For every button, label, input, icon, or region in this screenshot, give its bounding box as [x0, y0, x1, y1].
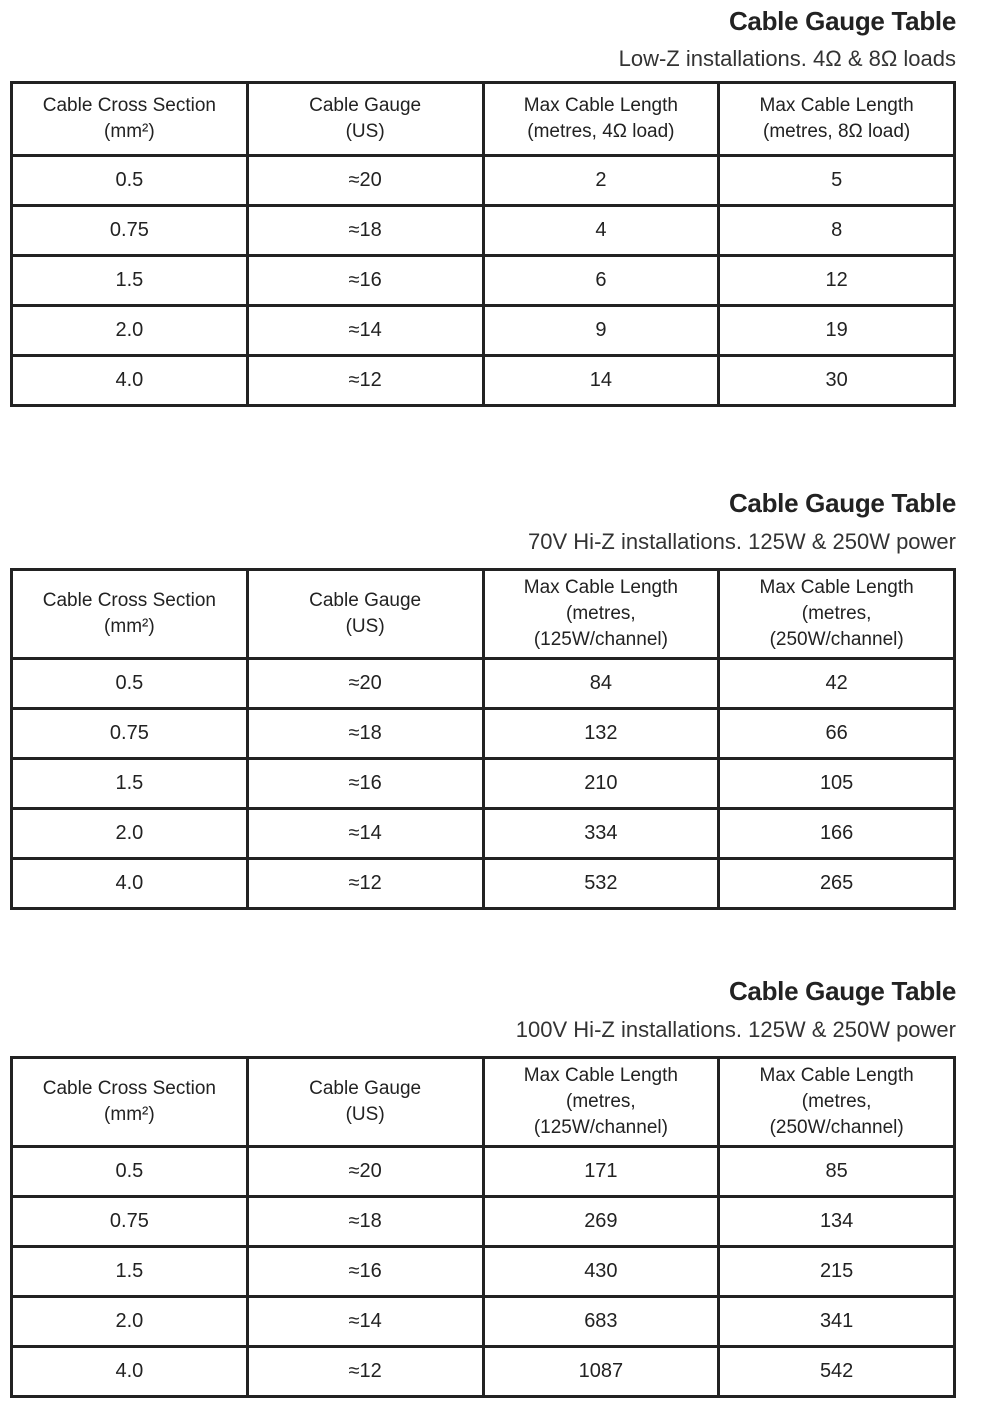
column-header — [12, 570, 248, 659]
table-cell: 9 — [483, 306, 719, 356]
section-subtitle: Low-Z installations. 4Ω & 8Ω loads — [618, 46, 956, 71]
table-cell: 2 — [483, 156, 719, 206]
table-cell: 4.0 — [12, 859, 248, 909]
table-cell: ≈18 — [247, 709, 483, 759]
table-cell: 4 — [483, 206, 719, 256]
column-header — [12, 83, 248, 156]
table-cell: ≈16 — [247, 1247, 483, 1297]
column-header-line: (US) — [345, 121, 385, 142]
table-cell: 2.0 — [12, 809, 248, 859]
table-row — [12, 1147, 955, 1197]
table-cell: ≈20 — [247, 1147, 483, 1197]
table-cell: 210 — [483, 759, 719, 809]
table-row — [12, 256, 955, 306]
column-header — [247, 570, 483, 659]
cable-gauge-table — [10, 568, 956, 910]
column-header — [483, 570, 719, 659]
table-cell: 269 — [483, 1197, 719, 1247]
table-cell: ≈20 — [247, 659, 483, 709]
table-cell: 14 — [483, 356, 719, 406]
table-row — [12, 156, 955, 206]
table-cell: ≈16 — [247, 759, 483, 809]
column-header-line: (metres, 4Ω load) — [527, 121, 675, 142]
table-cell: 12 — [719, 256, 955, 306]
table-cell: 1087 — [483, 1347, 719, 1397]
table-cell: 265 — [719, 859, 955, 909]
section-subtitle: 100V Hi-Z installations. 125W & 250W power — [515, 1017, 956, 1042]
table-cell: 4.0 — [12, 1347, 248, 1397]
table-cell: 166 — [719, 809, 955, 859]
table-cell: 1.5 — [12, 1247, 248, 1297]
column-header-line: (metres, — [801, 1091, 872, 1112]
table-cell: ≈20 — [247, 156, 483, 206]
table-cell: 341 — [719, 1297, 955, 1347]
table-row — [12, 859, 955, 909]
table-cell: 0.75 — [12, 206, 248, 256]
column-header-line: (US) — [345, 1104, 385, 1125]
table-row — [12, 1347, 955, 1397]
table-cell: ≈12 — [247, 859, 483, 909]
table-cell: ≈14 — [247, 306, 483, 356]
table-row — [12, 759, 955, 809]
column-header-line: Max Cable Length — [523, 95, 678, 116]
column-header — [719, 570, 955, 659]
table-cell: ≈12 — [247, 356, 483, 406]
column-header-line: (metres, — [801, 603, 872, 624]
table-cell: ≈12 — [247, 1347, 483, 1397]
table-row — [12, 1297, 955, 1347]
table-row — [12, 306, 955, 356]
column-header-line: (250W/channel) — [769, 1117, 904, 1138]
column-header-line: Cable Gauge — [309, 95, 422, 116]
column-header-line: Max Cable Length — [523, 577, 678, 598]
header-row — [12, 1058, 955, 1147]
table-cell: 5 — [719, 156, 955, 206]
column-header-line: (metres, — [566, 603, 636, 624]
table-cell: 532 — [483, 859, 719, 909]
column-header — [483, 83, 719, 156]
table-cell: 105 — [719, 759, 955, 809]
column-header-line: (metres, 8Ω load) — [763, 121, 911, 142]
table-cell: 430 — [483, 1247, 719, 1297]
column-header-line: Cable Cross Section — [42, 95, 216, 116]
column-header — [719, 83, 955, 156]
column-header-line: (125W/channel) — [533, 1117, 668, 1138]
column-header — [12, 1058, 248, 1147]
section-title: Cable Gauge Table — [728, 6, 956, 36]
table-cell: 0.5 — [12, 659, 248, 709]
header-row — [12, 570, 955, 659]
table-cell: 8 — [719, 206, 955, 256]
section-subtitle: 70V Hi-Z installations. 125W & 250W power — [528, 529, 956, 554]
column-header — [247, 83, 483, 156]
column-header-line: (metres, — [566, 1091, 636, 1112]
column-header-line: Max Cable Length — [759, 95, 914, 116]
column-header-line: (125W/channel) — [533, 629, 668, 650]
table-cell: ≈14 — [247, 809, 483, 859]
table-cell: 171 — [483, 1147, 719, 1197]
table-cell: 542 — [719, 1347, 955, 1397]
table-cell: 683 — [483, 1297, 719, 1347]
table-cell: 30 — [719, 356, 955, 406]
column-header-line: (US) — [345, 616, 385, 637]
table-row — [12, 1247, 955, 1297]
table-cell: 4.0 — [12, 356, 248, 406]
section-title: Cable Gauge Table — [728, 488, 956, 518]
column-header — [483, 1058, 719, 1147]
table-cell: 42 — [719, 659, 955, 709]
column-header-line: Max Cable Length — [759, 1065, 914, 1086]
table-row — [12, 1197, 955, 1247]
column-header — [719, 1058, 955, 1147]
table-cell: 19 — [719, 306, 955, 356]
table-row — [12, 809, 955, 859]
table-cell: 132 — [483, 709, 719, 759]
column-header-line: (mm²) — [104, 1104, 155, 1125]
table-cell: 6 — [483, 256, 719, 306]
table-cell: 2.0 — [12, 1297, 248, 1347]
table-cell: 84 — [483, 659, 719, 709]
section-title: Cable Gauge Table — [728, 976, 956, 1006]
column-header-line: Cable Cross Section — [42, 590, 216, 611]
table-cell: 215 — [719, 1247, 955, 1297]
table-cell: 134 — [719, 1197, 955, 1247]
column-header-line: (mm²) — [104, 121, 155, 142]
column-header-line: Max Cable Length — [523, 1065, 678, 1086]
table-cell: 1.5 — [12, 256, 248, 306]
table-cell: ≈16 — [247, 256, 483, 306]
table-cell: ≈14 — [247, 1297, 483, 1347]
table-cell: ≈18 — [247, 1197, 483, 1247]
column-header-line: Cable Gauge — [309, 1078, 422, 1099]
table-cell: 0.75 — [12, 1197, 248, 1247]
table-cell: ≈18 — [247, 206, 483, 256]
table-cell: 0.75 — [12, 709, 248, 759]
table-row — [12, 659, 955, 709]
table-cell: 334 — [483, 809, 719, 859]
table-cell: 66 — [719, 709, 955, 759]
cable-gauge-table — [10, 1056, 956, 1398]
column-header-line: Cable Gauge — [309, 590, 422, 611]
table-cell: 0.5 — [12, 156, 248, 206]
header-row — [12, 83, 955, 156]
cable-gauge-table — [10, 81, 956, 407]
column-header-line: (250W/channel) — [769, 629, 904, 650]
column-header-line: Cable Cross Section — [42, 1078, 216, 1099]
table-cell: 2.0 — [12, 306, 248, 356]
table-row — [12, 206, 955, 256]
column-header-line: Max Cable Length — [759, 577, 914, 598]
table-cell: 85 — [719, 1147, 955, 1197]
table-row — [12, 709, 955, 759]
table-cell: 0.5 — [12, 1147, 248, 1197]
column-header-line: (mm²) — [104, 616, 155, 637]
column-header — [247, 1058, 483, 1147]
table-cell: 1.5 — [12, 759, 248, 809]
table-row — [12, 356, 955, 406]
